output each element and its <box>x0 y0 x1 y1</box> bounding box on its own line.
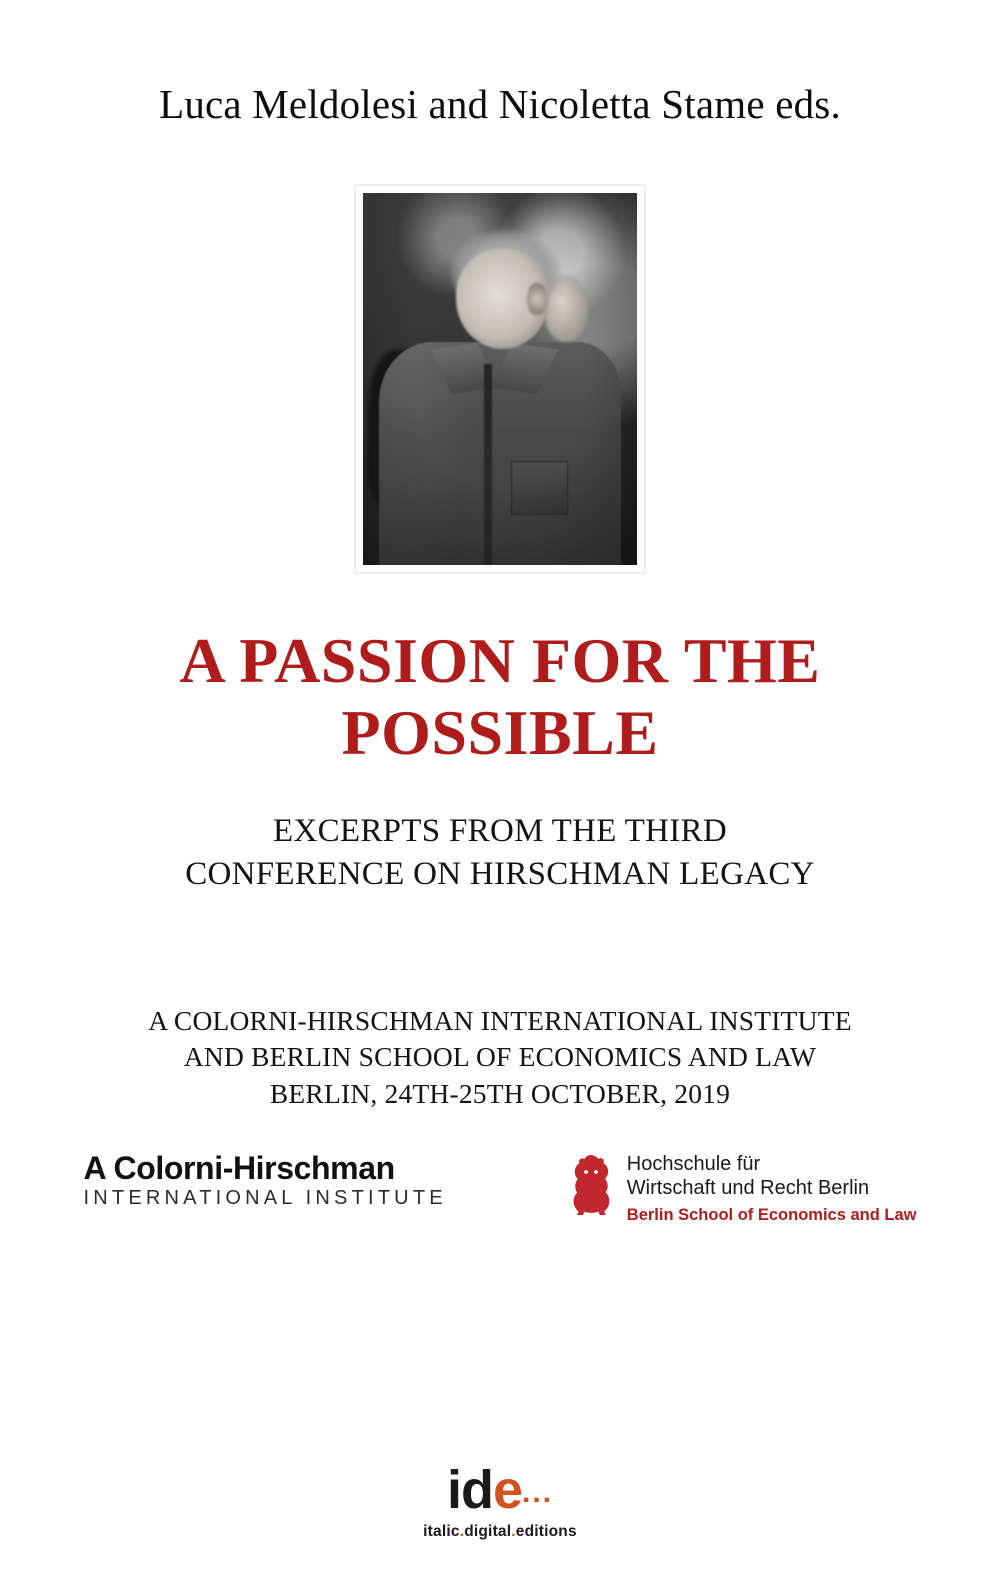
publisher-mark <box>0 1460 1000 1520</box>
publisher-logo <box>0 1460 1000 1541</box>
colorni-hirschman-logo <box>83 1149 447 1209</box>
conference-line-3: BERLIN, 24TH-25TH OCTOBER, 2019 <box>269 1077 731 1109</box>
portrait-frame <box>355 185 645 573</box>
photo-vignette <box>363 193 637 565</box>
publisher-tagline-dot-1: . <box>459 1523 465 1540</box>
hwr-logo-line-1: Hochschule für <box>626 1152 761 1175</box>
hwr-logo-line-2: Wirtschaft und Recht Berlin <box>626 1177 870 1200</box>
hwr-berlin-logo-text <box>627 1152 917 1225</box>
publisher-mark-dots: ... <box>522 1476 554 1509</box>
book-subtitle-line-2: CONFERENCE ON HIRSCHMAN LEGACY <box>185 855 815 892</box>
portrait-container <box>60 185 940 573</box>
colorni-hirschman-logo-line-2: INTERNATIONAL INSTITUTE <box>83 1186 447 1209</box>
colorni-hirschman-logo-line-1: A Colorni-Hirschman <box>83 1149 395 1186</box>
book-subtitle <box>60 810 940 894</box>
publisher-mark-e: e <box>492 1460 523 1520</box>
book-title <box>60 625 940 768</box>
conference-details <box>60 1003 940 1112</box>
publisher-tagline-part-1: italic <box>423 1523 460 1540</box>
publisher-tagline-part-2: digital <box>464 1523 512 1540</box>
hirschman-portrait-photo <box>363 193 637 565</box>
hwr-logo-line-3: Berlin School of Economics and Law <box>626 1205 917 1224</box>
publisher-tagline-part-3: editions <box>515 1523 577 1540</box>
book-title-line-2: POSSIBLE <box>341 696 659 768</box>
berlin-bear-icon <box>567 1152 613 1218</box>
publisher-tagline <box>0 1523 1000 1541</box>
book-subtitle-line-1: EXCERPTS FROM THE THIRD <box>273 813 727 850</box>
book-cover-page <box>0 82 1000 1581</box>
conference-line-2: AND BERLIN SCHOOL OF ECONOMICS AND LAW <box>183 1041 817 1073</box>
editors-line: Luca Meldolesi and Nicoletta Stame eds. <box>159 81 841 127</box>
publisher-tagline-dot-2: . <box>511 1523 516 1540</box>
hwr-berlin-logo <box>567 1152 917 1225</box>
publisher-mark-id: id <box>446 1460 493 1520</box>
conference-line-1: A COLORNI-HIRSCHMAN INTERNATIONAL INSTITUTE <box>148 1004 852 1036</box>
book-title-line-1: A PASSION FOR THE <box>179 625 821 697</box>
sponsor-logos <box>60 1149 940 1225</box>
